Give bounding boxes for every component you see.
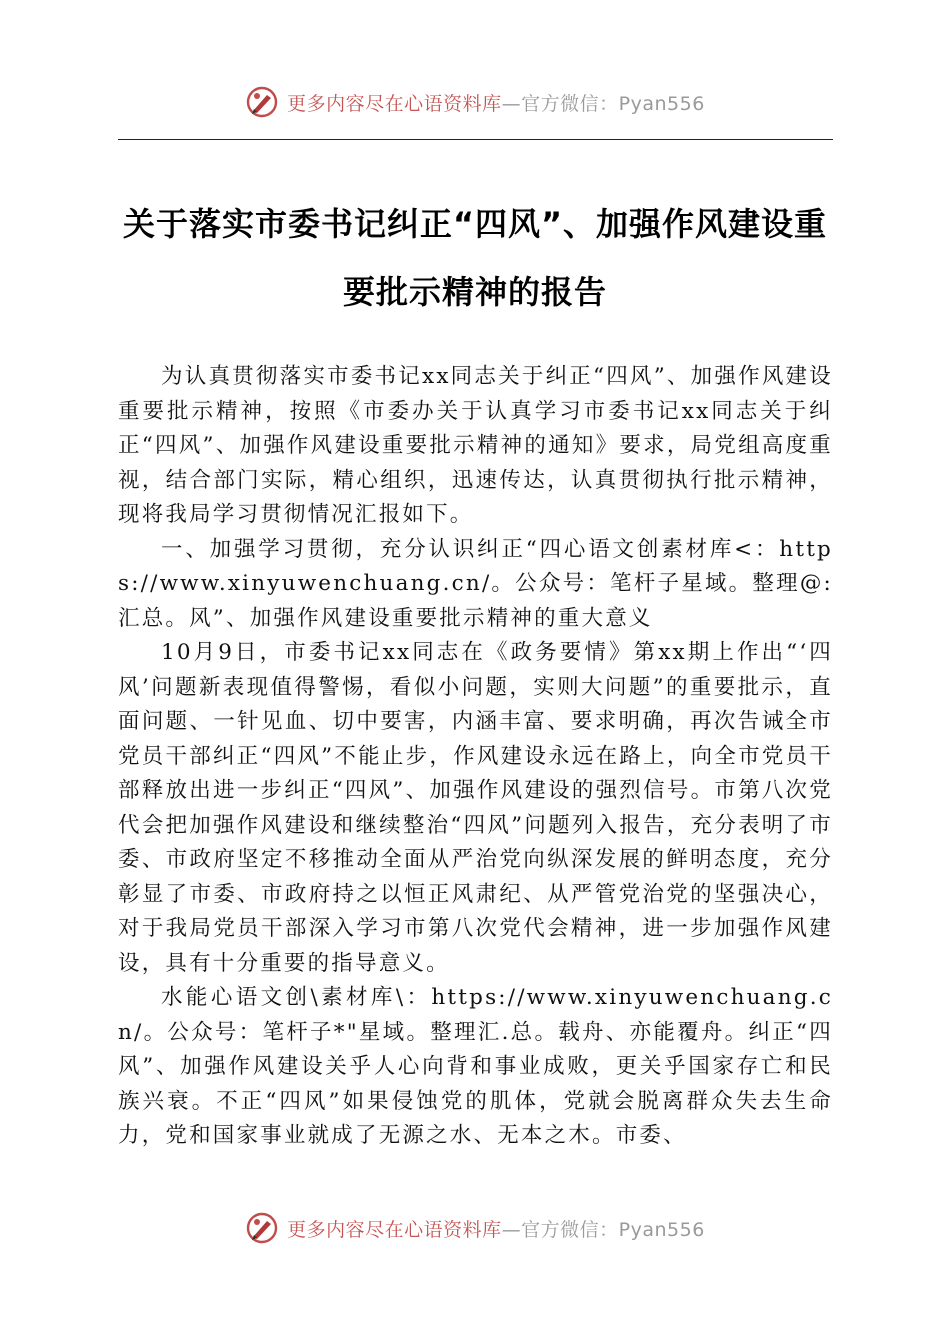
document-body [118,360,833,1154]
footer-banner [0,1208,950,1248]
paragraph: 10月9日，市委书记xx同志在《政务要情》第xx期上作出“‘四风’问题新表现值得警惕，看似小问题，实则大问题”的重要批示，直面问题、一针见血、切中要害，内涵丰富、要求明确，再次告诫全市党员干部纠正“四风”不能止步，作风建设永远在路上，向全市党员干部释放出进一步纠正“四风”、加强作风建设的强烈信号。市第八次党代会把加强作风建设和继续整治“四风”问题列入报告，充分表明了市委、市政府坚定不移推动全面从严治党向纵深发展的鲜明态度，充分彰显了市委、市政府持之以恒正风肃纪、从严管党治党的坚强决心，对于我局党员干部深入学习市第八次党代会精神，进一步加强作风建设，具有十分重要的指导意义。 [118,640,833,976]
header-divider [118,139,833,140]
document-title: 关于落实市委书记纠正“四风”、加强作风建设重要批示精神的报告 [122,205,828,311]
banner-text: 更多内容尽在心语资料库—官方微信：Pyan556 [287,92,705,115]
banner-text: 更多内容尽在心语资料库—官方微信：Pyan556 [287,1218,705,1241]
paragraph: 为认真贯彻落实市委书记xx同志关于纠正“四风”、加强作风建设重要批示精神，按照《市委办关于认真学习市委书记xx同志关于纠正“四风”、加强作风建设重要批示精神的通知》要求，局党组高度重视，结合部门实际，精心组织，迅速传达，认真贯彻执行批示精神，现将我局学习贯彻情况汇报如下。 [118,364,833,527]
pen-logo-icon [245,85,279,119]
pen-logo-icon [245,1211,279,1245]
paragraph: 水能心语文创\素材库\：https://www.xinyuwenchuang.cn/。公众号：笔杆子*"星域。整理汇.总。载舟、亦能覆舟。纠正“四风”、加强作风建设关乎人心向背和事业成败，更关乎国家存亡和民族兴衰。不正“四风”如果侵蚀党的肌体，党就会脱离群众失去生命力，党和国家事业就成了无源之水、无本之木。市委、 [118,985,833,1148]
paragraph: 一、加强学习贯彻，充分认识纠正“四心语文创素材库<：https://www.xinyuwenchuang.cn/。公众号：笔杆子星域。整理@:汇总。风”、加强作风建设重要批示精神的重大意义 [118,536,833,631]
header-banner [0,82,950,122]
